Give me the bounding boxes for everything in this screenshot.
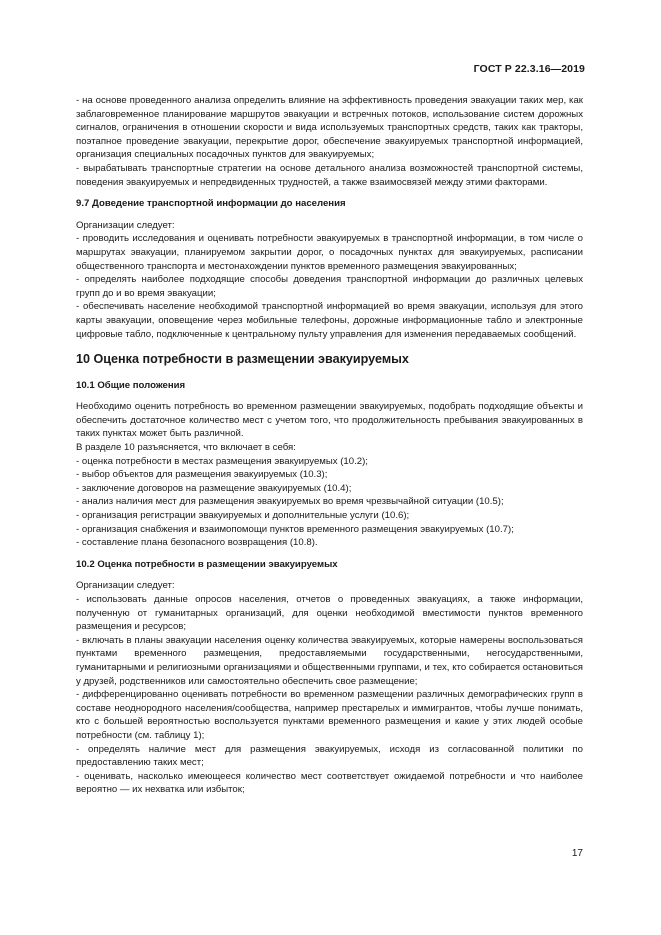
paragraph: Организации следует: xyxy=(76,580,175,592)
section-heading: 9.7 Доведение транспортной информации до населения xyxy=(76,198,346,210)
paragraph: - включать в планы эвакуации населения оценку количества эвакуируемых, которые намерены воспользоваться пунктами временного размещения, предоставляемыми государственными, негосударственными, гуманитарными и религиозными организациями и общественными группами, и тех, кто собирается остановиться у друзей, родственников или самостоятельно обеспечить свое размещение; xyxy=(76,634,583,687)
paragraph: Организации следует: xyxy=(76,219,175,231)
paragraph: Необходимо оценить потребность во временном размещении эвакуируемых, подобрать подходящие объекты и обеспечить достаточное количество мест с учетом того, что продолжительность пребывания эвакуированных в таких пунктах может быть различной. xyxy=(76,401,583,440)
paragraph: - обеспечивать население необходимой транспортной информацией во время эвакуации, используя для этого карты эвакуации, оповещение через мобильные телефоны, дорожные информационные табло и электронные цифровые табло, подключенные к центральному пульту управления для изменения передаваемых сообщений. xyxy=(76,301,583,340)
list-item: - анализ наличия мест для размещения эвакуируемых во время чрезвычайной ситуации (10.5); xyxy=(76,496,504,508)
section-heading: 10.2 Оценка потребности в размещении эвакуируемых xyxy=(76,558,338,570)
page-number: 17 xyxy=(571,848,583,859)
paragraph: - вырабатывать транспортные стратегии на основе детального анализа возможностей транспортной системы, поведения эвакуируемых и непредвиденных трудностей, а также взаимосвязей между этими факторами. xyxy=(76,162,583,188)
paragraph: - определять наиболее подходящие способы доведения транспортной информации до различных целевых групп до и во время эвакуации; xyxy=(76,274,583,299)
list-item: - организация снабжения и взаимопомощи пунктов временного размещения эвакуируемых (10.7); xyxy=(76,523,514,535)
list-item: - выбор объектов для размещения эвакуируемых (10.3); xyxy=(76,469,328,481)
standard-code-header: ГОСТ Р 22.3.16—2019 xyxy=(473,63,585,75)
paragraph: В разделе 10 разъясняется, что включает в себя: xyxy=(76,442,296,454)
section-heading: 10.1 Общие положения xyxy=(76,379,186,391)
list-item: - составление плана безопасного возвращения (10.8). xyxy=(76,537,318,549)
paragraph: - дифференцированно оценивать потребности во временном размещении различных демографических групп в составе неоднородного населения/сообщества, например престарелых и иммигрантов, чтобы лучше понимать, кто с большей вероятностью воспользуется пунктами временного размещения и какие у этих людей особые потребности (см. таблицу 1); xyxy=(76,689,583,741)
list-item: - организация регистрации эвакуируемых и дополнительные услуги (10.6); xyxy=(76,510,410,522)
list-item: - заключение договоров на размещение эвакуируемых (10.4); xyxy=(76,482,352,494)
list-item: - оценка потребности в местах размещения эвакуируемых (10.2); xyxy=(76,455,368,467)
document-body xyxy=(76,94,583,797)
paragraph: - определять наличие мест для размещения эвакуируемых, исходя из согласованной политики по предоставлению таких мест; xyxy=(76,743,583,769)
paragraph: - проводить исследования и оценивать потребности эвакуируемых в транспортной информации, в том числе о маршрутах эвакуации, планируемом закрытии дорог, о посадочных пунктах для эвакуируемых, расписании общественного транспорта и местонахождении пунктов временного размещения эвакуированных; xyxy=(76,233,583,272)
paragraph: - на основе проведенного анализа определить влияние на эффективность проведения эвакуации таких мер, как заблаговременное планирование маршрутов эвакуации и встречных потоков, использование систем дорожных сигналов, ограничения в отношении скорости и вида используемых транспортных средств, таких как тракторы, поэтапное проведение эвакуации, перекрытие дорог, обеспечение эвакуируемых транспортной информацией, организация специальных посадочных пунктов для эвакуируемых; xyxy=(76,95,583,161)
chapter-heading: 10 Оценка потребности в размещении эвакуируемых xyxy=(76,352,409,367)
paragraph: - использовать данные опросов населения, отчетов о проведенных эвакуациях, а также информации, полученную от гуманитарных организаций, для оценки необходимой вместимости пунктов временного размещения и ресурсов; xyxy=(76,594,583,633)
paragraph: - оценивать, насколько имеющееся количество мест соответствует ожидаемой потребности и что наиболее вероятно — их нехватка или избыток; xyxy=(76,770,583,796)
